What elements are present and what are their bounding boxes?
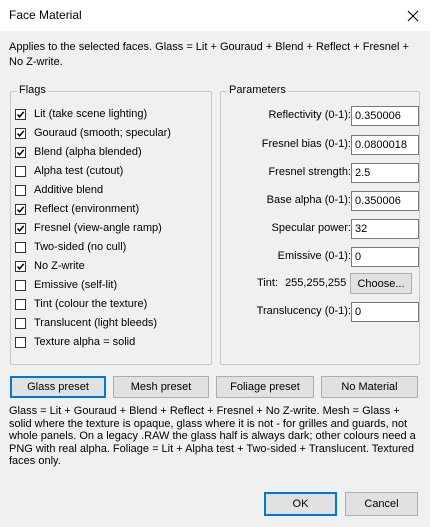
help-text: Glass = Lit + Gouraud + Blend + Reflect + Fresnel + No Z-write. Mesh = Glass + solid where the texture is opaque, glass where it is not - for grilles and guards, not whole panels. On a legacy .RAW the glass half is always dark; other colours need a PNG with real alpha. Foliage = Lit + Alpha test + Two-sided + Translucent. Textured faces only. [9,405,416,467]
flag-label: Lit (take scene lighting) [34,108,148,120]
cancel-button[interactable]: Cancel [345,492,418,516]
checkmark-icon [16,148,25,157]
mesh-preset-button[interactable]: Mesh preset [113,376,209,398]
checkmark-icon [16,224,25,233]
specular-power-label: Specular power: [271,222,351,234]
flag-label: Two-sided (no cull) [34,241,127,253]
emissive-label: Emissive (0-1): [277,250,351,262]
flag-label: Translucent (light bleeds) [34,317,158,329]
flag-label: Fresnel (view-angle ramp) [34,222,162,234]
dialog-description: Applies to the selected faces. Glass = Lit + Gouraud + Blend + Reflect + Fresnel + No Z-write. [9,41,409,68]
fresnel-bias-input[interactable]: 0.0800018 [351,135,419,155]
fresnel-strength-label: Fresnel strength: [268,166,351,178]
flag-checkbox[interactable] [15,280,26,291]
flag-row[interactable] [15,144,142,160]
window-title: Face Material [9,8,82,22]
flag-checkbox[interactable] [15,242,26,253]
fresnel-strength-input[interactable]: 2.5 [351,163,419,183]
tint-row [257,277,346,289]
flag-checkbox[interactable] [15,185,26,196]
flag-label: Additive blend [34,184,104,196]
flag-checkbox[interactable] [15,147,26,158]
flag-row[interactable] [15,296,147,312]
flags-group [10,84,212,365]
flag-label: Gouraud (smooth; specular) [34,127,171,139]
fresnel-bias-label: Fresnel bias (0-1): [261,138,351,150]
close-icon [407,10,419,22]
checkmark-icon [16,110,25,119]
base-alpha-input[interactable]: 0.350006 [351,191,419,211]
flag-row[interactable] [15,106,147,122]
checkmark-icon [16,129,25,138]
specular-power-input[interactable]: 32 [351,219,419,239]
flag-checkbox[interactable] [15,109,26,120]
tint-value: 255,255,255 [285,277,347,289]
emissive-input[interactable]: 0 [351,247,419,267]
flag-label: Texture alpha = solid [34,336,136,348]
flag-label: Tint (colour the texture) [34,298,148,310]
title-bar [0,0,430,31]
flags-group-title: Flags [19,84,46,96]
flag-row[interactable] [15,277,117,293]
no-material-button[interactable]: No Material [321,376,418,398]
flag-checkbox[interactable] [15,128,26,139]
close-button[interactable] [396,0,430,31]
flag-row[interactable] [15,201,139,217]
flag-row[interactable] [15,125,171,141]
base-alpha-label: Base alpha (0-1): [266,194,351,206]
flag-row[interactable] [15,239,126,255]
flag-label: Reflect (environment) [34,203,140,215]
flag-row[interactable] [15,182,103,198]
ok-button[interactable]: OK [264,492,337,516]
checkmark-icon [16,262,25,271]
tint-label: Tint: [257,277,278,289]
flag-checkbox[interactable] [15,299,26,310]
flag-label: Blend (alpha blended) [34,146,142,158]
flag-checkbox[interactable] [15,166,26,177]
flag-checkbox[interactable] [15,204,26,215]
flag-row[interactable] [15,220,162,236]
checkmark-icon [16,205,25,214]
flag-row[interactable] [15,163,123,179]
flag-checkbox[interactable] [15,318,26,329]
reflectivity-label: Reflectivity (0-1): [268,109,351,121]
flag-row[interactable] [15,315,157,331]
translucency-label: Translucency (0-1): [256,305,351,317]
translucency-input[interactable]: 0 [351,302,419,322]
reflectivity-input[interactable]: 0.350006 [351,106,419,126]
flag-label: Emissive (self-lit) [34,279,118,291]
flag-label: Alpha test (cutout) [34,165,124,177]
flag-label: No Z-write [34,260,85,272]
glass-preset-button[interactable]: Glass preset [10,376,106,398]
parameters-group [220,84,420,365]
flag-checkbox[interactable] [15,261,26,272]
flag-checkbox[interactable] [15,337,26,348]
flag-checkbox[interactable] [15,223,26,234]
flag-row[interactable] [15,334,135,350]
parameters-group-title: Parameters [229,84,286,96]
choose-tint-button[interactable]: Choose... [350,273,412,294]
flag-row[interactable] [15,258,85,274]
foliage-preset-button[interactable]: Foliage preset [216,376,314,398]
